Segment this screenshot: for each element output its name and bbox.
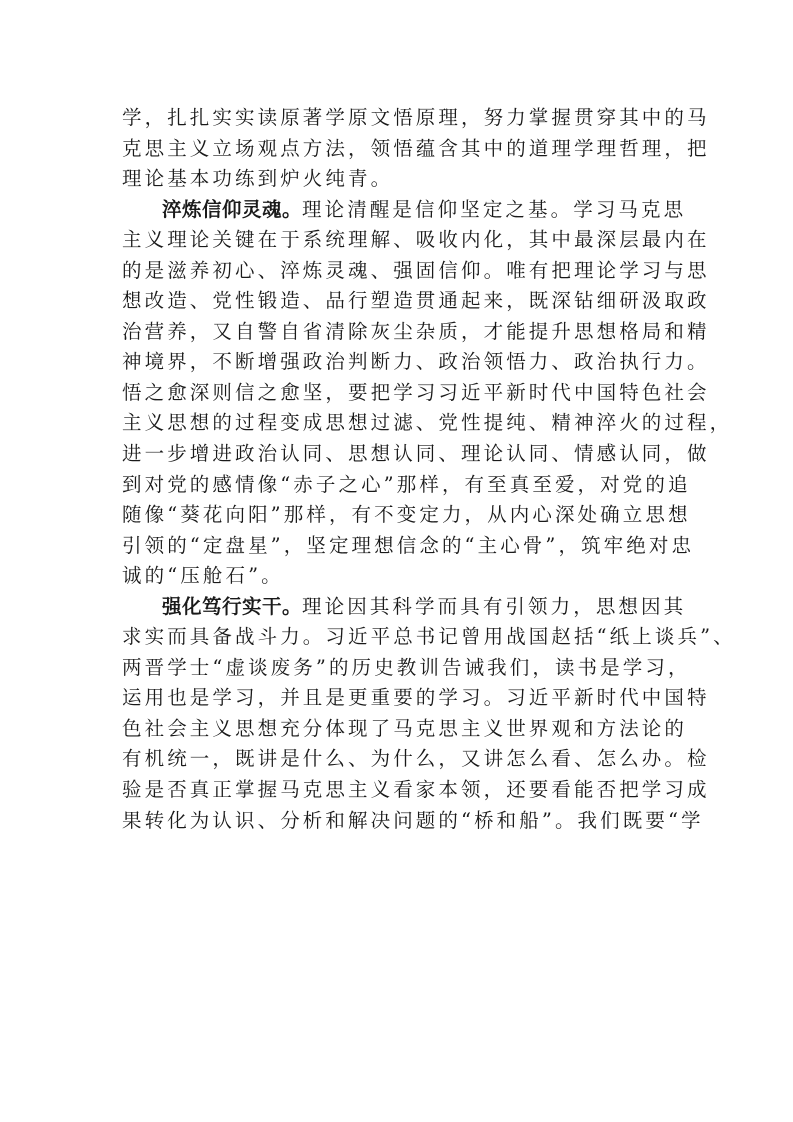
text-line: 色社会主义思想充分体现了马克思主义世界观和方法论的 [122,716,688,740]
text-line: 悟之愈深则信之愈坚，要把学习习近平新时代中国特色社会 [122,380,710,404]
text-line: 到对党的感情像“赤子之心”那样，有至真至爱，对党的追 [122,472,691,496]
text-line: 有机统一，既讲是什么、为什么，又讲怎么看、怎么办。检 [122,747,710,771]
text-line: 主义理论关键在于系统理解、吸收内化，其中最深层最内在 [122,228,710,252]
text-line: 学，扎扎实实读原著学原文悟原理，努力掌握贯穿其中的马 [122,106,710,129]
text-line: 神境界，不断增强政治判断力、政治领悟力、政治执行力。 [122,350,710,374]
text-line: 进一步增进政治认同、思想认同、理论认同、情感认同，做 [122,442,710,466]
text-segment: 理论因其科学而具有引领力，思想因其 [302,594,687,618]
paragraph-heading: 淬炼信仰灵魂。 [162,197,303,221]
text-line-with-heading [122,195,687,226]
text-line: 诚的“压舱石”。 [122,564,284,588]
text-line: 克思主义立场观点方法，领悟蕴含其中的道理学理哲理，把 [122,136,710,160]
paragraph-continuation [122,103,710,195]
paragraph-faith [122,195,733,592]
text-line: 想改造、党性锻造、品行塑造贯通起来，既深钻细研汲取政 [122,289,710,313]
paragraph-practice [122,592,736,836]
text-line: 求实而具备战斗力。习近平总书记曾用战国赵括“纸上谈兵”、 [122,625,736,649]
text-line: 验是否真正掌握马克思主义看家本领，还要看能否把学习成 [122,778,710,802]
text-line: 随像“葵花向阳”那样，有不变定力，从内心深处确立思想 [122,503,691,527]
text-line: 引领的“定盘星”，坚定理想信念的“主心骨”，筑牢绝对忠 [122,533,695,557]
text-line-with-heading [122,592,687,623]
text-line: 理论基本功练到炉火纯青。 [122,167,394,191]
text-line: 主义思想的过程变成思想过滤、党性提纯、精神淬火的过程， [122,411,733,435]
paragraph-heading: 强化笃行实干。 [162,594,303,618]
body-text [122,103,736,836]
text-line: 的是滋养初心、淬炼灵魂、强固信仰。唯有把理论学习与思 [122,258,710,282]
text-line: 两晋学士“虚谈废务”的历史教训告诫我们，读书是学习， [122,655,691,679]
text-segment: 理论清醒是信仰坚定之基。学习马克思 [302,197,687,221]
text-line: 果转化为认识、分析和解决问题的“桥和船”。我们既要“学 [122,808,704,832]
text-line: 运用也是学习，并且是更重要的学习。习近平新时代中国特 [122,686,710,710]
text-line: 治营养，又自警自省清除灰尘杂质，才能提升思想格局和精 [122,319,710,343]
